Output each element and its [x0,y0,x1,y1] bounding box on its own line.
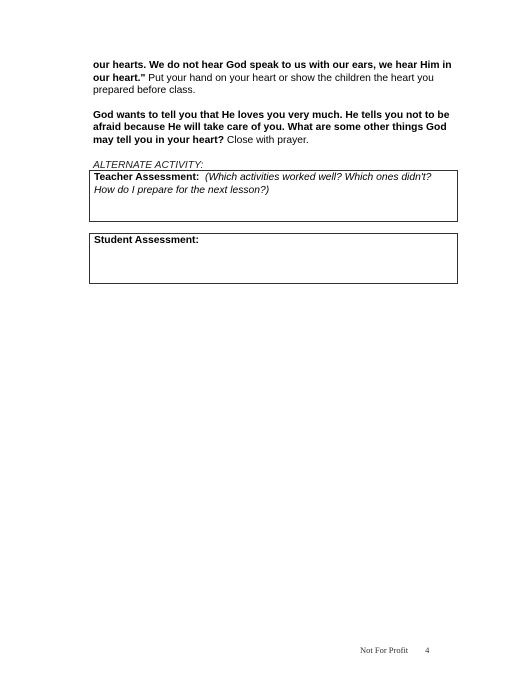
paragraph-hearts-bold: our hearts. We do not hear God speak to us with our ears, we hear Him in our heart." [93,60,452,84]
alternate-activity-label: ALTERNATE ACTIVITY: [93,159,204,171]
teacher-assessment-box [89,170,458,222]
paragraph-god-wants [93,110,465,148]
paragraph-hearts-normal: Put your hand on your heart or show the children the heart you prepared before class. [93,72,434,97]
paragraph-god-wants-normal: Close with prayer. [224,134,309,146]
paragraph-god-wants-bold: God wants to tell you that He loves you very much. He tells you not to be afraid because He will take care of you. What are some other things God may tell you in your heart? [93,109,450,146]
student-assessment-box [89,233,458,284]
page-number: 4 [425,645,430,655]
lesson-text [93,60,465,172]
teacher-assessment-label: Teacher Assessment: [94,172,200,183]
paragraph-hearts [93,60,465,98]
student-assessment-label: Student Assessment: [94,235,199,246]
page-footer [360,645,429,655]
footer-text: Not For Profit [360,645,409,655]
teacher-assessment-prompt: (Which activities worked well? Which ones didn't? How do I prepare for the next lesson?) [94,172,432,196]
